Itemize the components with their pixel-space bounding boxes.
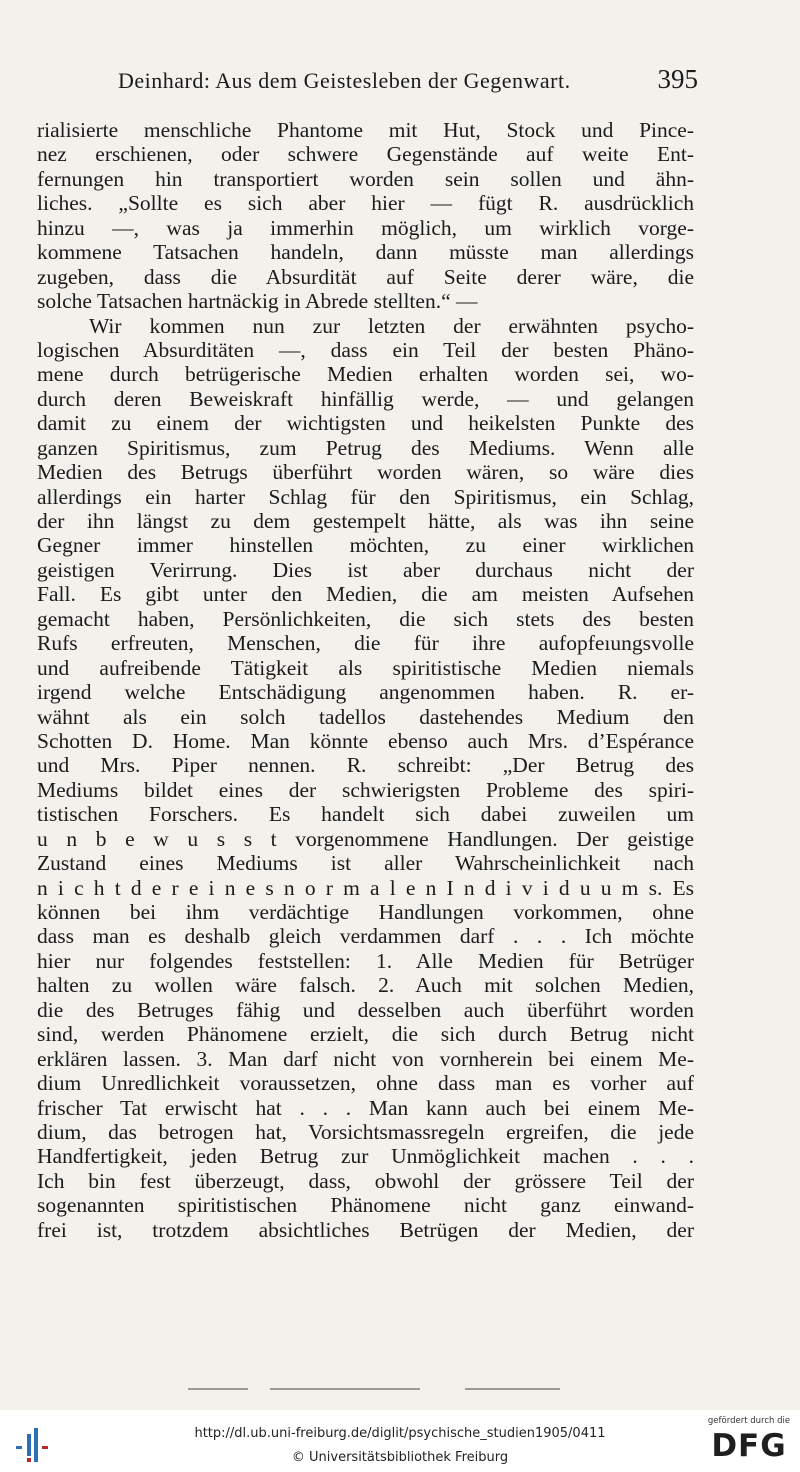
text-line: mene durch betrügerische Medien erhalten worden sei, wo- xyxy=(37,362,694,387)
bottom-rule xyxy=(188,1388,248,1390)
page-header xyxy=(118,64,698,98)
text-line: können bei ihm verdächtige Handlungen vorkommen, ohne xyxy=(37,900,694,924)
text-line: irgend welche Entschädigung angenommen haben. R. er- xyxy=(37,680,694,705)
text-line: Schotten D. Home. Man könnte ebenso auch Mrs. d’Espérance xyxy=(37,728,694,753)
text-line: ganzen Spiritismus, zum Petrug des Mediums. Wenn alle xyxy=(37,435,694,460)
text-line: n i c h t d e r e i n e s n o r m a l e n I n d i v i d u u m s. Es xyxy=(37,875,694,900)
text-line: Handfertigkeit, jeden Betrug zur Unmöglichkeit machen . . . xyxy=(37,1144,694,1169)
text-line: Gegner immer hinstellen möchten, zu einer wirklichen xyxy=(37,533,694,558)
text-line: Ich bin fest überzeugt, dass, obwohl der grössere Teil der xyxy=(37,1168,694,1193)
text-line: die des Betruges fähig und desselben auch überführt worden xyxy=(37,997,694,1022)
text-line: nez erschienen, oder schwere Gegenstände auf weite Ent- xyxy=(37,142,694,167)
text-line: Rufs erfreuten, Menschen, die für ihre aufopfeıungsvolle xyxy=(37,631,694,656)
text-line: kommene Tatsachen handeln, dann müsste man allerdings xyxy=(37,240,694,265)
dfg-logo xyxy=(706,1416,792,1470)
text-line: frischer Tat erwischt hat . . . Man kann auch bei einem Me- xyxy=(37,1095,694,1120)
text-line: erklären lassen. 3. Man darf nicht von vornherein bei einem Me- xyxy=(37,1046,694,1071)
text-line: allerdings ein harter Schlag für den Spiritismus, ein Schlag, xyxy=(37,484,694,509)
bottom-rule xyxy=(270,1388,420,1390)
text-line: hier nur folgendes feststellen: 1. Alle Medien für Betrüger xyxy=(37,948,694,973)
text-line: und aufreibende Tätigkeit als spiritistische Medien niemals xyxy=(37,655,694,680)
text-line: tistischen Forschers. Es handelt sich dabei zuweilen um xyxy=(37,802,694,827)
text-line: der ihn längst zu dem gestempelt hätte, als was ihn seine xyxy=(37,509,694,533)
dfg-mark: DFG xyxy=(711,1428,787,1464)
text-line: Medien des Betrugs überführt worden wären, so wäre dies xyxy=(37,460,694,485)
text-line: rialisierte menschliche Phantome mit Hut, Stock und Pince- xyxy=(37,118,694,142)
page-number: 395 xyxy=(657,64,698,94)
text-line: Mediums bildet eines der schwierigsten Probleme des spiri- xyxy=(37,777,694,802)
text-line: hinzu —, was ja immerhin möglich, um wirklich vorge- xyxy=(37,215,694,240)
text-line: dium, das betrogen hat, Vorsichtsmassregeln ergreifen, die jede xyxy=(37,1119,694,1144)
text-line: sogenannten spiritistischen Phänomene nicht ganz einwand- xyxy=(37,1193,694,1218)
text-line: logischen Absurditäten —, dass ein Teil der besten Phäno- xyxy=(37,337,694,362)
copyright-notice: © Universitätsbibliothek Freiburg xyxy=(291,1450,509,1465)
text-line: Zustand eines Mediums ist aller Wahrscheinlichkeit nach xyxy=(37,851,694,876)
text-line: geistigen Verirrung. Dies ist aber durchaus nicht der xyxy=(37,557,694,582)
footer-bar xyxy=(0,1410,800,1472)
text-line: u n b e w u s s t vorgenommene Handlungen. Der geistige xyxy=(37,826,694,851)
text-line: wähnt als ein solch tadellos dastehendes Medium den xyxy=(37,704,694,729)
text-line: liches. „Sollte es sich aber hier — fügt R. ausdrücklich xyxy=(37,191,694,216)
source-url-link[interactable]: http://dl.ub.uni-freiburg.de/diglit/psychische_studien1905/0411 xyxy=(194,1426,606,1441)
dfg-caption: gefördert durch die xyxy=(707,1416,791,1426)
text-line: Fall. Es gibt unter den Medien, die am meisten Aufsehen xyxy=(37,582,694,607)
bottom-rule xyxy=(465,1388,560,1390)
text-line: und Mrs. Piper nennen. R. schreibt: „Der Betrug des xyxy=(37,753,694,778)
text-line: dium Unredlichkeit voraussetzen, ohne dass man es vorher auf xyxy=(37,1071,694,1096)
text-line: halten zu wollen wäre falsch. 2. Auch mit solchen Medien, xyxy=(37,973,694,998)
text-line: solche Tatsachen hartnäckig in Abrede stellten.“ — xyxy=(37,289,478,314)
text-line: durch deren Beweiskraft hinfällig werde, — und gelangen xyxy=(37,386,694,411)
text-line: damit zu einem der wichtigsten und heikelsten Punkte des xyxy=(37,411,694,436)
text-line: dass man es deshalb gleich verdammen darf . . . Ich möchte xyxy=(37,924,694,949)
text-line: gemacht haben, Persönlichkeiten, die sich stets des besten xyxy=(37,606,694,631)
text-line: sind, werden Phänomene erzielt, die sich durch Betrug nicht xyxy=(37,1022,694,1047)
text-line: frei ist, trotzdem absichtliches Betrügen der Medien, der xyxy=(37,1217,694,1242)
text-line: fernungen hin transportiert worden sein sollen und ähn- xyxy=(37,166,694,191)
running-head: Deinhard: Aus dem Geistesleben der Gegenwart. xyxy=(118,68,571,93)
body-text xyxy=(37,118,694,1242)
text-line: zugeben, dass die Absurdität auf Seite derer wäre, die xyxy=(37,264,694,289)
text-line: Wir kommen nun zur letzten der erwähnten psycho- xyxy=(89,313,694,338)
